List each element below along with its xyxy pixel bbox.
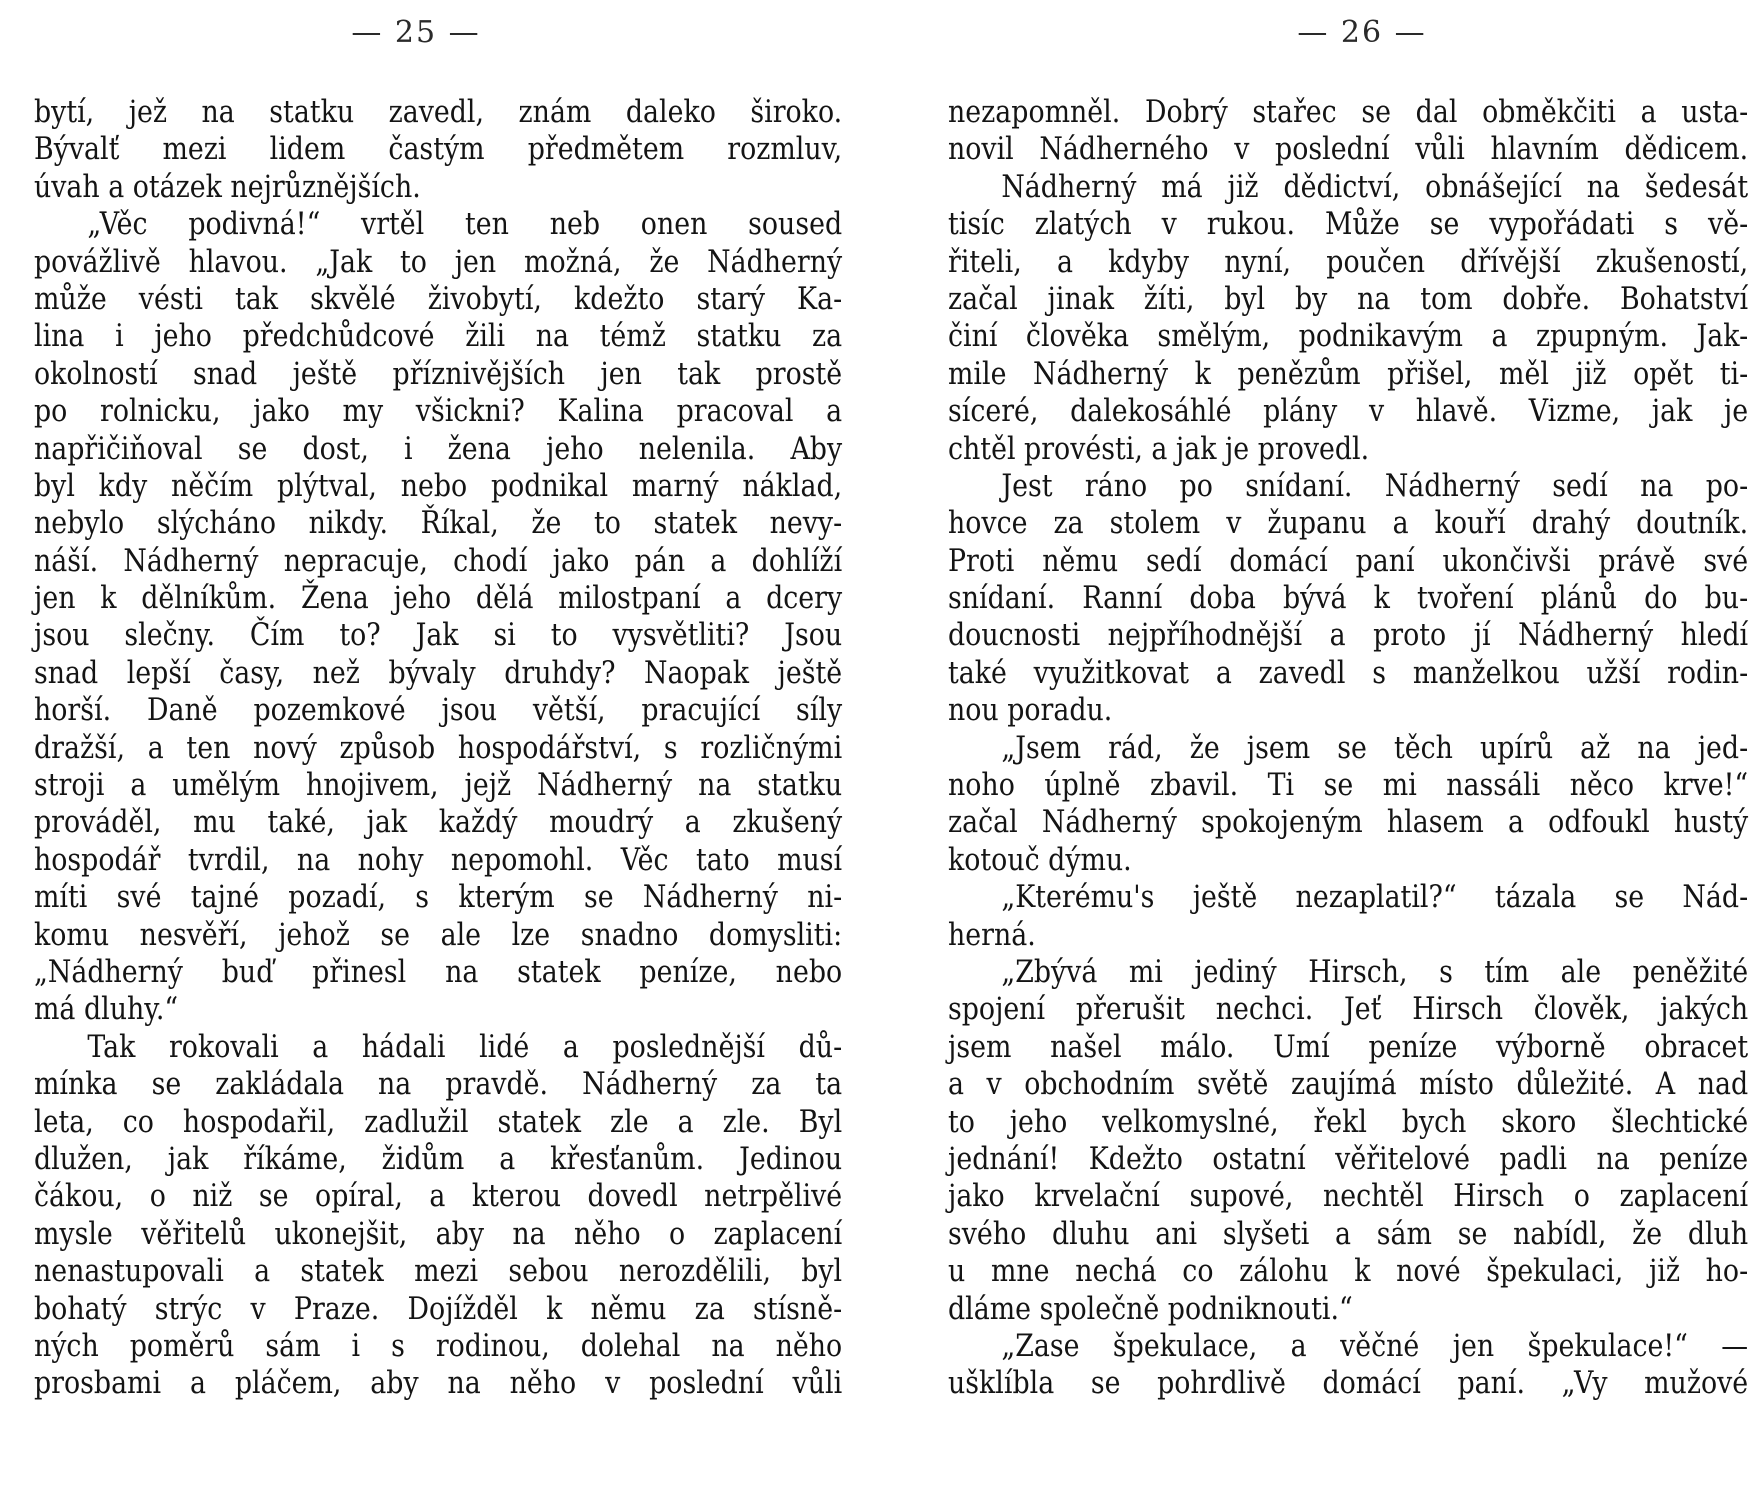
right-page-text (948, 94, 1749, 1403)
text-line: Tak rokovali a hádali lidé a poslednější dů- (87, 1028, 843, 1065)
text-line: nenastupovali a statek mezi sebou nerozdělili, byl (34, 1253, 843, 1290)
text-line: jsou slečny. Čím to? Jak si to vysvětliti? Jsou (34, 617, 843, 654)
left-page-lines (34, 94, 842, 1403)
text-line: „Nádherný buď přinesl na statek peníze, nebo (34, 953, 843, 990)
text-line: má dluhy.“ (34, 991, 179, 1028)
text-line: u mne nechá co zálohu k nové špekulaci, již ho- (948, 1253, 1749, 1290)
text-line: tisíc zlatých v rukou. Může se vypořádati s vě- (948, 206, 1749, 243)
text-line: povážlivě hlavou. „Jak to jen možná, že Nádherný (34, 243, 843, 280)
text-line: úvah a otázek nejrůznějších. (34, 168, 421, 205)
text-line: „Kterému's ještě nezaplatil?“ tázala se Nád- (1001, 879, 1749, 916)
text-line: svého dluhu ani slyšeti a sám se nabídl, že dluh (948, 1215, 1749, 1252)
text-line: jednání! Kdežto ostatní věřitelové padli na peníze (948, 1140, 1749, 1177)
text-line: mysle věřitelů ukonejšit, aby na něho o zaplacení (34, 1215, 843, 1252)
text-line: mile Nádherný k penězům přišel, měl již opět ti- (948, 355, 1749, 392)
text-line: doucnosti nejpříhodnější a proto jí Nádherný hledí (948, 617, 1749, 654)
text-line: řiteli, a kdyby nyní, poučen dřívější zkušeností, (948, 243, 1749, 280)
text-line: ných poměrů sám i s rodinou, dolehal na něho (34, 1327, 843, 1364)
text-line: bytí, jež na statku zavedl, znám daleko široko. (34, 94, 843, 130)
text-line: činí člověka smělým, podnikavým a zpupným. Jak- (948, 318, 1749, 355)
text-line: napřičiňoval se dost, i žena jeho nelenila. Aby (34, 430, 843, 467)
page-number-left: — 25 — (351, 15, 481, 50)
text-line: začal Nádherný spokojeným hlasem a odfoukl hustý (948, 804, 1749, 841)
right-page (948, 0, 1748, 1500)
text-line: noho úplně zbavil. Ti se mi nassáli něco krve!“ (948, 767, 1749, 804)
text-line: také využitkovat a zavedl s manželkou užší rodin- (948, 654, 1749, 691)
text-line: „Jsem rád, že jsem se těch upírů až na jed- (1001, 729, 1749, 766)
text-line: náší. Nádherný nepracuje, chodí jako pán a dohlíží (34, 542, 843, 579)
text-line: bohatý strýc v Praze. Dojížděl k němu za stísně- (34, 1290, 843, 1327)
text-line: byl kdy něčím plýtval, nebo podnikal marný náklad, (34, 467, 843, 504)
text-line: dražší, a ten nový způsob hospodářství, s rozličnými (34, 729, 843, 766)
text-line: míti své tajné pozadí, s kterým se Nádherný ni- (34, 879, 843, 916)
text-line: jen k dělníkům. Žena jeho dělá milostpaní a dcery (34, 580, 843, 617)
text-line: stroji a umělým hnojivem, jejž Nádherný na statku (34, 767, 843, 804)
text-line: dláme společně podniknouti.“ (948, 1290, 1353, 1327)
text-line: novil Nádherného v poslední vůli hlavním dědicem. (948, 131, 1749, 168)
text-line: nebylo slýcháno nikdy. Říkal, že to statek nevy- (34, 505, 843, 542)
text-line: spojení přerušit nechci. Jeť Hirsch člověk, jakých (948, 991, 1749, 1028)
text-line: „Zbývá mi jediný Hirsch, s tím ale peněžité (1001, 953, 1749, 990)
text-line: snad lepší časy, než bývaly druhdy? Naopak ještě (34, 654, 843, 691)
text-line: prosbami a pláčem, aby na něho v poslední vůli (34, 1365, 843, 1402)
text-line: po rolnicku, jako my všickni? Kalina pracoval a (34, 393, 843, 430)
text-line: leta, co hospodařil, zadlužil statek zle a zle. Byl (34, 1103, 843, 1140)
text-line: čákou, o niž se opíral, a kterou dovedl netrpělivé (34, 1178, 843, 1215)
text-line: a v obchodním světě zaujímá místo důležité. A nad (948, 1066, 1749, 1103)
text-line: dlužen, jak říkáme, židům a křesťanům. Jedinou (34, 1140, 843, 1177)
text-line: jako krvelační supové, nechtěl Hirsch o zaplacení (948, 1178, 1749, 1215)
text-line: kotouč dýmu. (948, 841, 1132, 878)
text-line: mínka se zakládala na pravdě. Nádherný za ta (34, 1066, 843, 1103)
text-line: komu nesvěří, jehož se ale lze snadno domysliti: (34, 916, 843, 953)
text-line: jsem našel málo. Umí peníze výborně obracet (948, 1028, 1749, 1065)
text-line: nou poradu. (948, 692, 1113, 729)
text-line: Proti němu sedí domácí paní ukončivši právě své (948, 542, 1749, 579)
text-line: lina i jeho předchůdcové žili na témž statku za (34, 318, 843, 355)
text-line: to jeho velkomyslné, řekl bych skoro šlechtické (948, 1103, 1749, 1140)
text-line: Bývalť mezi lidem častým předmětem rozmluv, (34, 131, 843, 168)
text-line: horší. Daně pozemkové jsou větší, pracující síly (34, 692, 843, 729)
left-page-text (34, 94, 843, 1403)
text-line: chtěl provésti, a jak je provedl. (948, 430, 1370, 467)
page-number-right: — 26 — (1297, 15, 1427, 50)
left-page (34, 0, 842, 1500)
text-line: herná. (948, 916, 1036, 953)
text-line: síceré, dalekosáhlé plány v hlavě. Vizme, jak je (948, 393, 1749, 430)
text-line: hovce za stolem v županu a kouří drahý doutník. (948, 505, 1749, 542)
text-line: „Věc podivná!“ vrtěl ten neb onen soused (87, 206, 843, 243)
text-line: začal jinak žíti, byl by na tom dobře. Bohatství (948, 280, 1749, 317)
text-line: může vésti tak skvělé živobytí, kdežto starý Ka- (34, 280, 843, 317)
text-line: ušklíbla se pohrdlivě domácí paní. „Vy mužové (948, 1365, 1749, 1402)
text-line: Jest ráno po snídaní. Nádherný sedí na po- (1001, 467, 1749, 504)
text-line: Nádherný má již dědictví, obnášející na šedesát (1001, 168, 1749, 205)
right-page-lines (948, 94, 1748, 1403)
text-line: snídaní. Ranní doba bývá k tvoření plánů do bu- (948, 580, 1749, 617)
text-line: okolností snad ještě příznivějších jen tak prostě (34, 355, 843, 392)
text-line: „Zase špekulace, a věčné jen špekulace!“ — (1001, 1327, 1749, 1364)
text-line: hospodář tvrdil, na nohy nepomohl. Věc tato musí (34, 841, 843, 878)
text-line: nezapomněl. Dobrý stařec se dal obměkčiti a usta- (948, 94, 1749, 130)
text-line: prováděl, mu také, jak každý moudrý a zkušený (34, 804, 843, 841)
